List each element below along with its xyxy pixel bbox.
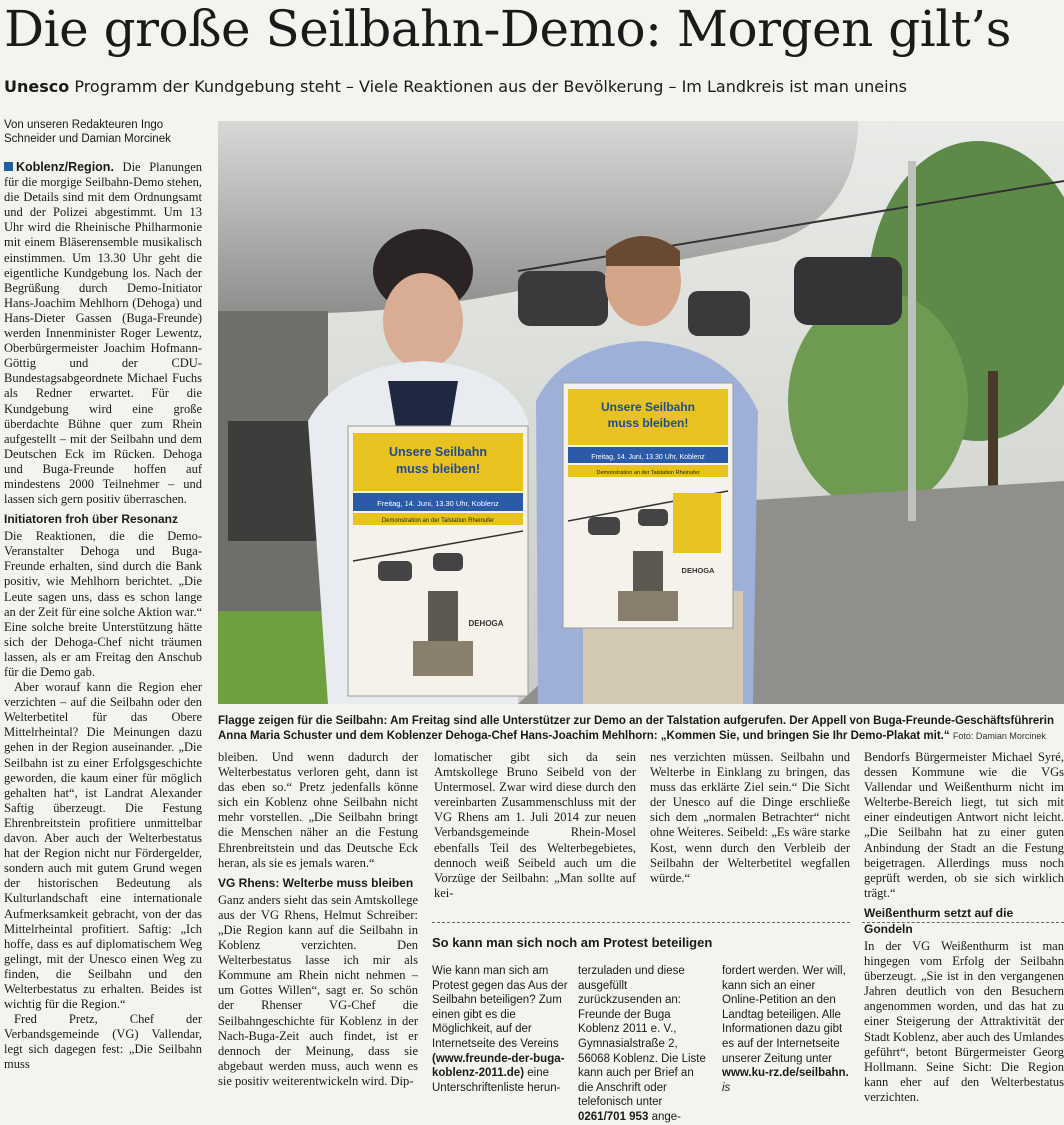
author-line-2: Schneider und Damian Morcinek [4,133,171,145]
poster-sub-right: Demonstration an der Talstation Rheinufer [596,470,700,476]
article-column-4 [650,750,850,886]
paragraph: Die Reaktionen, die die Demo-Veranstalter Dehoga und Buga-Freunde erhalten, sind durch die Bank positiv, wie Mehlhorn berichtet. „Die Leute sagen uns, dass es schon lange an der Zeit für eine solche Aktion war.“ Eine solche breite Unterstützung hätte sich der Dehoga-Chef nicht träumen lassen, als er am Freitag den Anschub für die Demo gab. [4,529,202,679]
infobox-signature: is [722,1081,731,1094]
paragraph: In der VG Weißenthurm ist man hingegen vom Erfolg der Seilbahn überzeugt. „Sie ist in den vergangenen Jahren deutlich von den Besuchern angenommen worden, und das hat zu einer Steigerung der Attraktivität der Stadt Koblenz, aber auch des Umlandes geführt“, betont Bürgermeister Georg Hollmann. Seine Sicht: Die Region kann eher auf den Welterbestatus verzichten. [864,938,1064,1104]
article-column-1 [4,160,202,1073]
infobox-text: ange- [651,1110,681,1123]
article-column-3 [434,750,636,901]
photo-illustration [218,121,1064,704]
subhead-text: Programm der Kundgebung steht – Viele Reaktionen aus der Bevölkerung – Im Landkreis ist man uneins [69,77,907,96]
paragraph: Bendorfs Bürgermeister Michael Syré, dessen Kommune wie die VGs Vallendar und Weißenthurm nicht im Welterbe-Bereich liegt, tut sich mit einer eindeutigen Antwort nicht leicht. „Die Seilbahn hat zu einer guten Anbindung der Stadt an die Festung beigetragen. Allerdings muss noch geprüft werden, ob sie sich wirklich trägt.“ [864,750,1064,900]
infobox-title: So kann man sich noch am Protest beteiligen [432,935,713,950]
infobox-divider [432,922,850,923]
photo-caption [218,714,1064,744]
poster-title-right-2: muss bleiben! [607,416,689,430]
paragraph [4,160,202,507]
paragraph: lomatischer gibt sich da sein Amtskollege Bruno Seibeld von der Untermosel. Zwar wird diese durch den vereinbarten Zusammenschluss mit der VG Rhens am 1. Juli 2014 zur neuen Verbandsgemeinde Rhein-Mosel ebenfalls Teil des Welterbegebietes, dennoch weiß Seibeld auch um die Vorzüge der Seilbahn: „Man sollte auf kei- [434,750,636,900]
infobox-column-2 [578,964,712,1125]
dateline: Koblenz/Region. [16,160,114,174]
subheadline [4,76,1064,98]
paragraph-text: Die Planungen für die morgige Seilbahn-Demo stehen, die Details sind mit dem Ordnungsamt und der Polizei abgestimmt. Um 13 Uhr wird die Rheinische Philharmonie mit einem Bläserensemble musikalisch einstimmen. Um 13.30 Uhr geht die eigentliche Kundgebung los. Nach der Begrüßung durch Demo-Initiator Hans-Joachim Mehlhorn (Dehoga) und Hans-Dieter Gassen (Buga-Freunde) werden Innenminister Roger Lewentz, Oberbürgermeister Joachim Hofmann-Göttig und der CDU-Bundestagsabgeordnete Michael Fuchs als Redner erwartet. Für die Kundgebung wird eine große überdachte Bühne quer zum Rhein aufgestellt – mit der Seilbahn und dem Deutschen Eck im Rücken. Dehoga und Buga-Freunde hoffen auf mindestens 2000 Teilnehmer – und lassen sich gern positiv überraschen. [4,160,202,507]
subheading: VG Rhens: Welterbe muss bleiben [218,875,414,890]
poster-title-left: Unsere Seilbahn [389,445,487,459]
paragraph: Ganz anders sieht das sein Amtskollege aus der VG Rhens, Helmut Schreiber: „Die Region kann auf die Seilbahn in Koblenz verzichten. Den Welterbestatus lasse ich mir als Kommune am Rhein nicht nehmen – um Gottes Willen“, sagt er. So schön der Rhenser VG-Chef die Seilbahngeschichte für Koblenz in der Nach-Buga-Zeit auch findet, ist er dennoch der Meinung, dass sie abgebaut werden muss, auch wenn es sie positiv weiterentwickeln wird. Dip- [218,892,418,1088]
paragraph: Aber worauf kann die Region eher verzichten – auf die Seilbahn oder den Welterbetitel für das Obere Mittelrheintal? Die Meinungen dazu gehen in der Region auseinander. „Die Seilbahn ist zu einer Erfolgsgeschichte geworden, die kaum einer für möglich gehalten hat“, ist Landrat Alexander Saftig überzeugt. Die Festung Ehrenbreitstein profitiere unmittelbar davon. Aber auch der Welterbestatus hat der Region nicht nur Fördergelder, sondern auch mit gutem Grund wegen der historischen Bedeutung als Kulturlandschaft eine internationale Aufmerksamkeit gebracht, von der das Mittelrheintal profitiert. Saftig: „Ich hoffe, dass es auf diplomatischem Weg gelingt, mit der Unesco einen Weg zu finden, die Seilbahn und den Welterbestatus zu erhalten. Beides ist wichtig für die Region.“ [4,680,202,1012]
author-byline [4,118,204,146]
poster-date-right: Freitag, 14. Juni, 13.30 Uhr, Koblenz [591,454,705,461]
headline: Die große Seilbahn-Demo: Morgen gilt’s [4,0,1011,58]
article-column-5 [864,750,1064,1105]
bullet-square-icon [4,162,13,171]
poster-logo-right: DEHOGA [681,566,715,575]
author-line-1: Von unseren Redakteuren Ingo [4,119,164,131]
infobox-phone: 0261/701 953 [578,1110,649,1123]
article-photo [218,121,1064,704]
infobox-text: Wie kann man sich am Protest gegen das Aus der Seilbahn beteiligen? Zum einen gibt es die Möglichkeit, auf der Internetseite des Vereins [432,965,568,1050]
paragraph: nes verzichten müssen. Seilbahn und Welterbe in Einklang zu bringen, das muss das erklärte Ziel sein.“ Die Sicht der Unesco auf die Dinge erschließe sich dem „normalen Betrachter“ nicht ohne Weiteres. Seibeld: „Es wäre starke Kost, wenn durch den Verbleib der Seilbahn der Welterbetitel wegfallen würde.“ [650,750,850,885]
infobox-link[interactable]: (www.freunde-der-buga-koblenz-2011.de) [432,1052,565,1080]
caption-text: Flagge zeigen für die Seilbahn: Am Freitag sind alle Unterstützer zur Demo an der Talstation aufgerufen. Der Appell von Buga-Freunde-Geschäftsführerin Anna Maria Schuster und dem Koblenzer Dehoga-Chef Hans-Joachim Mehlhorn: „Kommen Sie, und bringen Sie Ihr Demo-Plakat mit.“ [218,715,1055,742]
poster-date-left: Freitag, 14. Juni, 13.30 Uhr, Koblenz [377,499,499,508]
kicker: Unesco [4,77,70,96]
poster-sub-left: Demonstration an der Talstation Rheinufer [381,518,495,524]
infobox-text: eine Unterschriftenliste herun- [432,1067,561,1094]
poster-logo-left: DEHOGA [468,619,504,628]
infobox-column-1 [432,964,568,1095]
article-column-2 [218,750,418,1089]
infobox-text: fordert werden. Wer will, kann sich an einer Online-Petition an den Landtag beteiligen. Alle Informationen dazu gibt es auf der Internetseite unserer Zeitung unter [722,965,846,1065]
infobox-column-3 [722,964,850,1095]
infobox-text: terzuladen und diese ausgefüllt zurückzusenden an: Freunde der Buga Koblenz 2011 e. V., Gymnasialstraße 2, 56068 Koblenz. Die Liste kann auch per Brief an die Anschrift oder telefonisch unter [578,965,706,1109]
poster-title-left-2: muss bleiben! [395,462,481,476]
column-divider [862,922,1064,923]
infobox-link[interactable]: www.ku-rz.de/seilbahn. [722,1067,849,1080]
paragraph: Fred Pretz, Chef der Verbandsgemeinde (VG) Vallendar, legt sich dagegen fest: „Die Seilbahn muss [4,1012,202,1072]
subheading: Initiatoren froh über Resonanz [4,512,179,527]
paragraph: bleiben. Und wenn dadurch der Welterbestatus verloren geht, dann ist das eben so.“ Pretz jedenfalls könne sich ein Koblenz ohne Seilbahn nicht mehr vorstellen. „Die Seilbahn bringt die Menschen näher an die Festung Ehrenbreitstein und das Deutsche Eck heran, als sie es jemals waren.“ [218,750,418,870]
photo-credit: Foto: Damian Morcinek [952,731,1046,741]
poster-title-right: Unsere Seilbahn [600,400,696,414]
subheading: Weißenthurm setzt auf die Gondeln [864,905,1014,936]
